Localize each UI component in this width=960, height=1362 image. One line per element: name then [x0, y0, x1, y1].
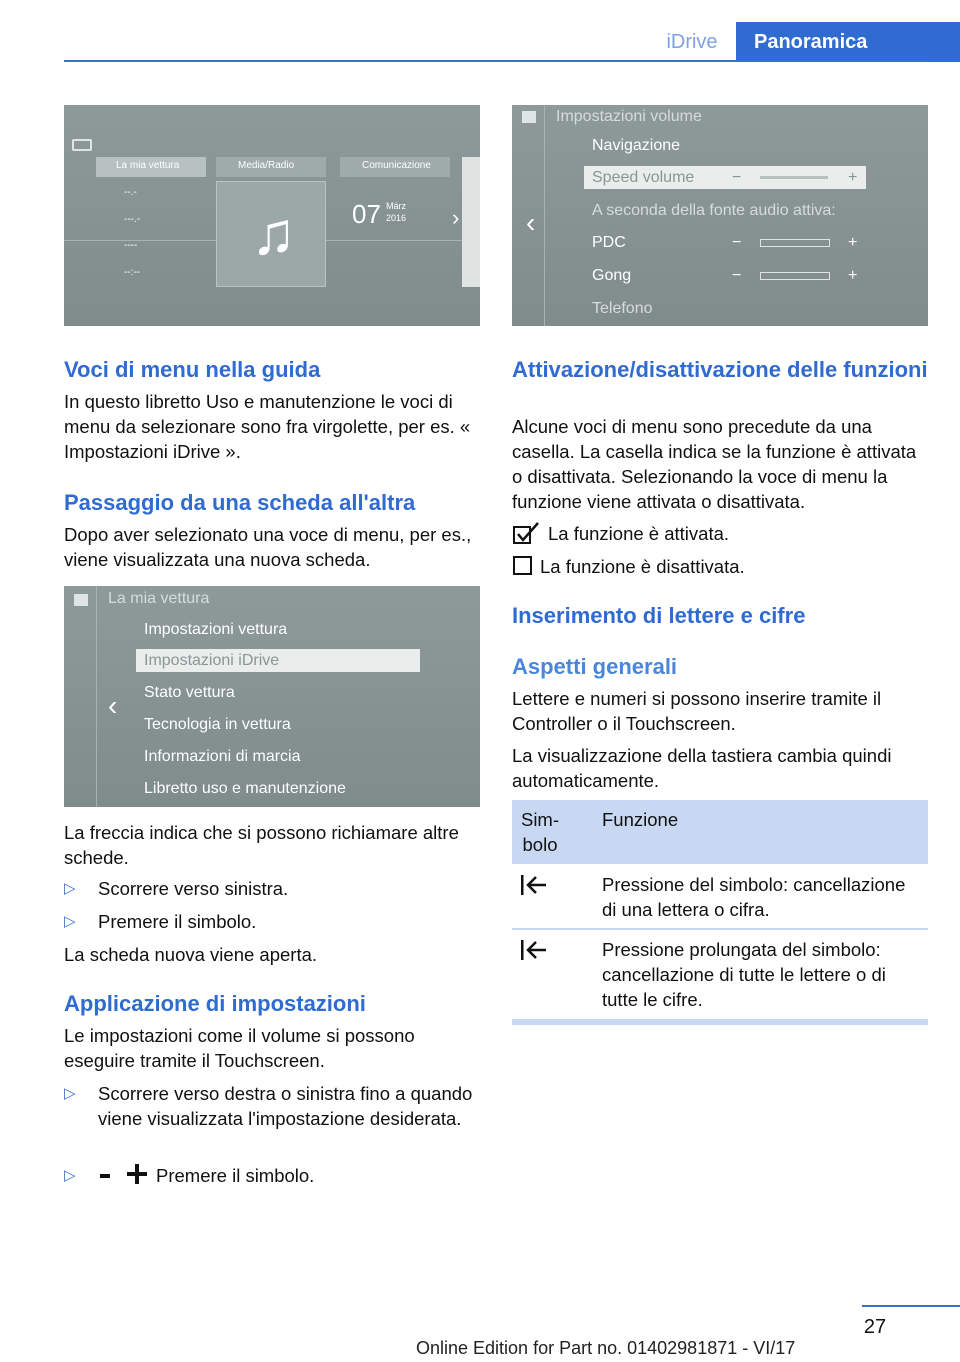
heading-switch-tab: Passaggio da una scheda all'altra: [64, 490, 416, 515]
music-note-icon: ♫: [251, 200, 296, 267]
para-toggle-functions: Alcune voci di menu sono precedute da una casella. La casella indica se la funzione è attivata o disattivata. Selezionando la voce di menu la funzione viene attivata o disattivata.: [512, 416, 917, 512]
volume-slider[interactable]: [760, 239, 830, 247]
para-switch-tab: Dopo aver selezionato una voce di menu, per es., viene visualizzata una nuova scheda.: [64, 524, 472, 570]
screenshot-my-vehicle: La mia vettura ‹ Impostazioni vettura Impostazioni iDrive Stato vettura Tecnologia in vettura Informazioni di marcia Libretto uso e manutenzione: [64, 586, 480, 807]
para-arrow: La freccia indica che si possono richiamare altre schede.: [64, 822, 459, 868]
screenshot-volume-settings: Impostazioni volume ‹ Navigazione Speed volume − + A seconda della fonte audio attiva: PDC − + Gong − + Telefono: [512, 105, 928, 326]
table-header-symbol: Sim- bolo: [520, 809, 560, 855]
para-apply-settings: Le impostazioni come il volume si possono eseguire tramite il Touchscreen.: [64, 1025, 415, 1071]
volume-slider[interactable]: [760, 272, 830, 280]
table-row: Pressione prolungata del simbolo: cancellazione di tutte le lettere o di tutte le cifre.: [602, 939, 886, 1010]
home-icon: [522, 111, 536, 123]
para-general-1: Lettere e numeri si possono inserire tramite il Controller o il Touchscreen.: [512, 688, 882, 734]
para-menu-items: In questo libretto Uso e manutenzione le voci di menu da selezionare sono fra virgolette, per es. « Impostazioni iDrive ».: [64, 391, 471, 462]
plus-icon: [127, 1164, 147, 1184]
header-section: iDrive: [666, 31, 718, 53]
backspace-icon: [520, 939, 548, 961]
bullet-icon: ▷: [64, 913, 76, 930]
heading-letter-entry: Inserimento di lettere e cifre: [512, 603, 806, 628]
heading-general: Aspetti generali: [512, 654, 678, 679]
header-rule: [64, 60, 928, 62]
tile-label: La mia vettura: [116, 160, 180, 171]
bullet-icon: ▷: [64, 880, 76, 897]
chevron-right-icon[interactable]: ›: [452, 205, 460, 230]
para-new-tab: La scheda nuova viene aperta.: [64, 944, 318, 965]
checkbox-empty-icon: [513, 556, 533, 576]
chevron-left-icon[interactable]: ‹: [526, 207, 536, 238]
para-general-2: La visualizzazione della tastiera cambia quindi automaticamente.: [512, 745, 892, 791]
backspace-icon: [520, 874, 548, 896]
status-off: La funzione è disattivata.: [540, 556, 745, 577]
table-header: [512, 800, 928, 864]
page-number: 27: [863, 1316, 887, 1338]
bullet-icon: ▷: [64, 1085, 76, 1102]
table-header-function: Funzione: [602, 809, 679, 830]
media-tile[interactable]: [216, 181, 326, 287]
chevron-left-icon[interactable]: ‹: [108, 690, 118, 721]
heading-apply-settings: Applicazione di impostazioni: [64, 991, 366, 1016]
status-on: La funzione è attivata.: [548, 523, 730, 544]
heading-toggle-functions: Attivazione/disattivazione delle funzioni: [512, 357, 928, 382]
header-tab: Panoramica: [736, 22, 960, 62]
car-icon: [72, 139, 92, 151]
home-icon: [74, 594, 88, 606]
edition-note: Online Edition for Part no. 01402981871 - VI/17: [416, 1338, 796, 1358]
screenshot-home-menu: La mia vettura --.- ---.- ---- --:-- Media/Radio ♫ Comunicazione 07 März 2016 ›: [64, 105, 480, 326]
bullet-icon: ▷: [64, 1167, 76, 1184]
footer-rule: [862, 1305, 960, 1307]
minus-icon: [100, 1174, 110, 1178]
checkbox-checked-icon: [513, 521, 541, 545]
table-row: Pressione del simbolo: cancellazione di una lettera o cifra.: [602, 874, 906, 920]
heading-menu-items: Voci di menu nella guida: [64, 357, 321, 382]
